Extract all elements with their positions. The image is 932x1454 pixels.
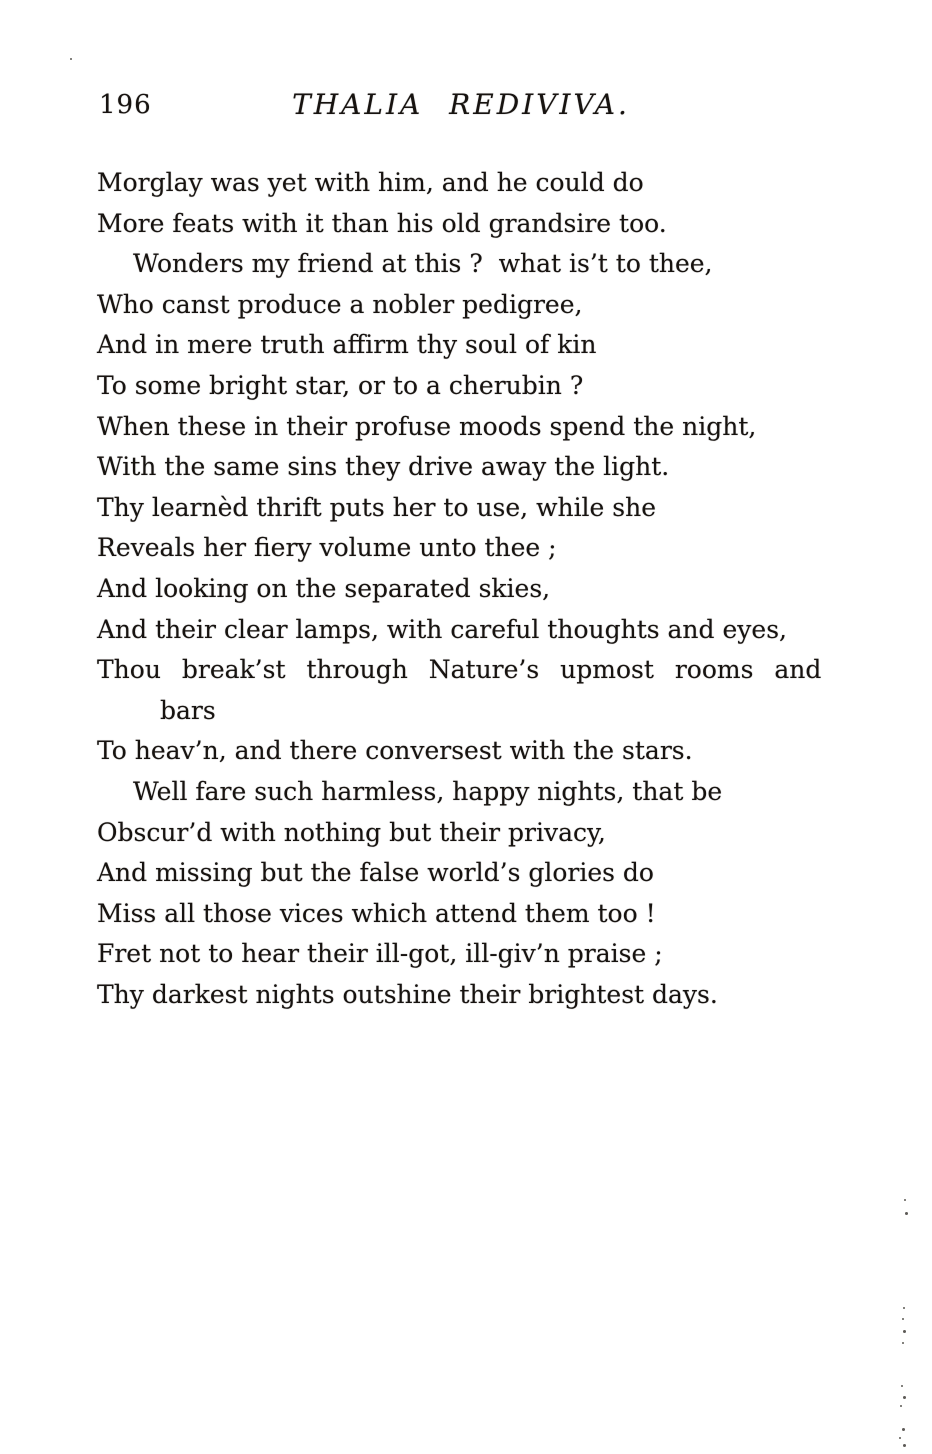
poem-line: bars bbox=[160, 695, 216, 725]
poem-line: Miss all those vices which attend them too ! bbox=[97, 898, 656, 928]
scan-noise-dot bbox=[901, 1385, 903, 1387]
poem-line: Morglay was yet with him, and he could do bbox=[97, 168, 644, 197]
page-header bbox=[0, 88, 932, 126]
scan-noise-dot bbox=[900, 1405, 902, 1407]
poem-line: Thy darkest nights outshine their brightest days. bbox=[97, 979, 718, 1009]
poem-line: And looking on the separated skies, bbox=[97, 573, 551, 603]
poem-line: Obscur’d with nothing but their privacy, bbox=[97, 817, 606, 847]
poem-line: Reveals her fiery volume unto thee ; bbox=[97, 533, 557, 563]
scan-noise-dot bbox=[903, 1330, 906, 1333]
poem-line: When these in their profuse moods spend the night, bbox=[97, 411, 757, 441]
scan-noise-dot bbox=[902, 1342, 904, 1344]
scan-noise-dot bbox=[903, 1444, 906, 1447]
poem-line: With the same sins they drive away the light. bbox=[97, 452, 670, 482]
poem-line: More feats with it than his old grandsire too. bbox=[97, 208, 667, 238]
poem-line: Who canst produce a nobler pedigree, bbox=[97, 289, 583, 319]
scan-noise-dot bbox=[70, 58, 72, 60]
poem-line: And their clear lamps, with careful thoughts and eyes, bbox=[97, 614, 787, 644]
poem-line: And in mere truth affirm thy soul of kin bbox=[97, 330, 597, 360]
scan-noise-dot bbox=[903, 1307, 905, 1309]
poem bbox=[97, 163, 853, 1015]
scan-noise-dot bbox=[899, 1437, 901, 1439]
poem-line: And missing but the false world’s glories do bbox=[97, 858, 654, 888]
running-title: THALIA REDIVIVA. bbox=[292, 88, 630, 121]
poem-line: To heav’n, and there conversest with the stars. bbox=[97, 736, 693, 766]
poem-line: Fret not to hear their ill-got, ill-giv’n praise ; bbox=[97, 939, 663, 969]
scan-noise-dot bbox=[902, 1318, 904, 1320]
poem-line: Thy learnèd thrift puts her to use, while she bbox=[97, 492, 657, 522]
scan-noise-dot bbox=[904, 1199, 906, 1201]
poem-line: Well fare such harmless, happy nights, that be bbox=[133, 776, 723, 806]
poem-line: Thou break’st through Nature’s upmost rooms and bbox=[97, 655, 822, 685]
poem-line: To some bright star, or to a cherubin ? bbox=[97, 370, 584, 400]
scan-noise-dot bbox=[902, 1428, 905, 1431]
scan-noise-dot bbox=[903, 1396, 906, 1399]
poem-line: Wonders my friend at this ? what is’t to thee, bbox=[133, 249, 713, 279]
scan-noise-dot bbox=[905, 1212, 908, 1215]
page-number: 196 bbox=[99, 90, 152, 120]
